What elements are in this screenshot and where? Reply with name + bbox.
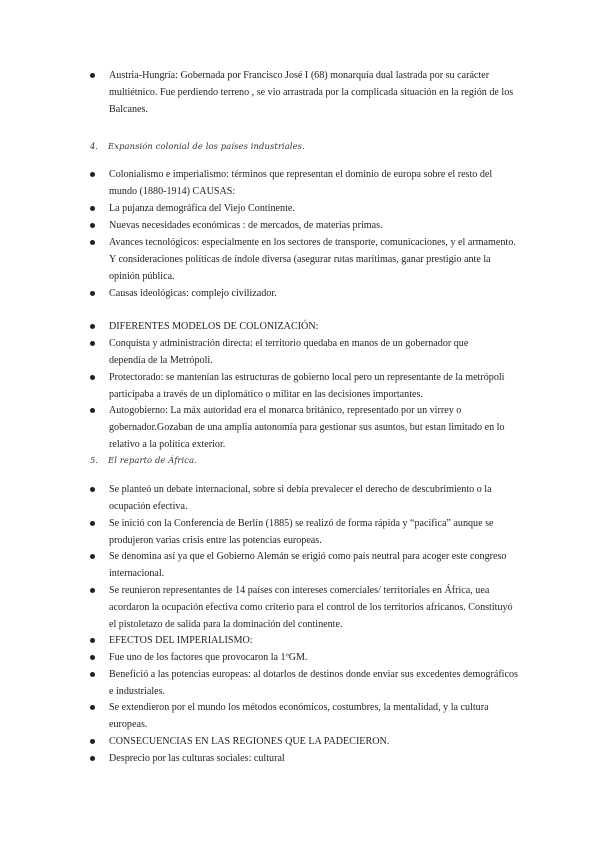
text-line: participaba a través de un diplomático o militar en las decisiones importantes. (109, 389, 423, 400)
text-line: Y consideraciones políticas de índole diversa (asegurar rutas marítimas, ganar prestigio ante la (109, 254, 491, 265)
section-title: El reparto de África. (108, 455, 197, 465)
text-line: Se reunieron representantes de 14 países con intereses comerciales/ territoriales en África, uea (109, 585, 490, 596)
list-item-text (109, 402, 524, 453)
section-heading (90, 138, 305, 155)
text-line: Colonialismo e imperialismo: términos que representan el dominio de europa sobre el resto del (109, 169, 493, 180)
list-item-text (109, 217, 524, 234)
text-line: internacional. (109, 568, 165, 579)
text-line: Se inició con la Conferencia de Berlín (1885) se realizó de forma rápida y “pacífica” aunque se (109, 518, 494, 529)
list-item-text (109, 369, 524, 403)
text-line: La pujanza demográfica del Viejo Continente. (109, 203, 295, 214)
bullet-icon (90, 638, 95, 643)
text-line: Avances tecnológicos: especialmente en los sectores de transporte, comunicaciones, y el armamento. (109, 237, 516, 248)
text-line: Conquista y administración directa: el territorio quedaba en manos de un gobernador que (109, 338, 469, 349)
text-line: acordaron la ocupación efectiva como criterio para el control de los territorios africanos. Constituyó (109, 602, 513, 613)
text-line: Se extendieron por el mundo los métodos económicos, costumbres, la mentalidad, y la cultura (109, 702, 489, 713)
bullet-icon (90, 739, 95, 744)
text-line: CONSECUENCIAS EN LAS REGIONES QUE LA PADECIERON. (109, 736, 390, 747)
text-line: EFECTOS DEL IMPERIALISMO: (109, 635, 253, 646)
bullet-icon (90, 223, 95, 228)
bullet-icon (90, 408, 95, 413)
list-item-text (109, 750, 524, 767)
bullet-icon (90, 672, 95, 677)
list-item-text (109, 632, 524, 649)
list-item-text (109, 234, 524, 285)
text-line: relativo a la política exterior. (109, 439, 226, 450)
list-item-text (109, 318, 524, 335)
text-line: opinión pública. (109, 271, 175, 282)
list-item-text (109, 515, 524, 549)
list-item-text (109, 582, 524, 633)
text-line: ocupación efectiva. (109, 501, 188, 512)
list-item-text (109, 481, 524, 515)
list-item-text (109, 699, 524, 733)
text-line: Fue uno de los factores que provocaron la 1ºGM. (109, 652, 308, 663)
list-item-text (109, 548, 524, 582)
list-item-text (109, 335, 524, 369)
section-number: 4. (90, 141, 99, 151)
text-line: mundo (1880-1914) CAUSAS: (109, 186, 236, 197)
list-item-text (109, 285, 524, 302)
bullet-icon (90, 324, 95, 329)
text-line: Desprecio por las culturas sociales: cultural (109, 753, 285, 764)
bullet-icon (90, 341, 95, 346)
list-item-text (109, 67, 524, 118)
text-line: gobernador.Gozaban de una amplia autonomía para gestionar sus asuntos, but estan limitado en lo (109, 422, 505, 433)
text-line: Causas ideológicas: complejo civilizador. (109, 288, 277, 299)
bullet-icon (90, 172, 95, 177)
text-line: Balcanes. (109, 104, 148, 115)
text-line: Benefició a las potencias europeas: al dotarlos de destinos donde enviar sus excedentes demográficos (109, 669, 518, 680)
bullet-icon (90, 655, 95, 660)
text-line: Nuevas necesidades económicas : de mercados, de materias primas. (109, 220, 383, 231)
bullet-icon (90, 588, 95, 593)
bullet-icon (90, 206, 95, 211)
list-item-text (109, 649, 524, 666)
section-title: Expansión colonial de los países industriales. (108, 141, 305, 151)
section-heading (90, 452, 197, 469)
list-item-text (109, 733, 524, 750)
text-line: Se planteó un debate internacional, sobre si debía prevalecer el derecho de descubrimiento o la (109, 484, 492, 495)
text-line: DIFERENTES MODELOS DE COLONIZACIÓN: (109, 321, 319, 332)
list-item-text (109, 200, 524, 217)
text-line: Austria-Hungría: Gobernada por Francisco José I (68) monarquía dual lastrada por su carácter (109, 70, 490, 81)
bullet-icon (90, 375, 95, 380)
text-line: Autogobierno: La máx autoridad era el monarca británico, representado por un virrey o (109, 405, 462, 416)
text-line: el pistoletazo de salida para la dominación del continente. (109, 619, 343, 630)
bullet-icon (90, 756, 95, 761)
text-line: multiétnico. Fue perdiendo terreno , se vio arrastrada por la complicada situación en la región de los (109, 87, 514, 98)
text-line: europeas. (109, 719, 148, 730)
bullet-icon (90, 554, 95, 559)
section-number: 5. (90, 455, 99, 465)
bullet-icon (90, 291, 95, 296)
text-line: produjeron varias crisis entre las potencias europeas. (109, 535, 322, 546)
text-line: e industriales. (109, 686, 166, 697)
bullet-icon (90, 240, 95, 245)
list-item-text (109, 166, 524, 200)
list-item-text (109, 666, 524, 700)
bullet-icon (90, 73, 95, 78)
text-line: dependía de la Metrópoli. (109, 355, 213, 366)
bullet-icon (90, 487, 95, 492)
text-line: Se denomina así ya que el Gobierno Alemán se erigió como país neutral para acoger este congreso (109, 551, 507, 562)
bullet-icon (90, 521, 95, 526)
bullet-icon (90, 705, 95, 710)
text-line: Protectorado: se mantenían las estructuras de gobierno local pero un representante de la metrópoli (109, 372, 505, 383)
